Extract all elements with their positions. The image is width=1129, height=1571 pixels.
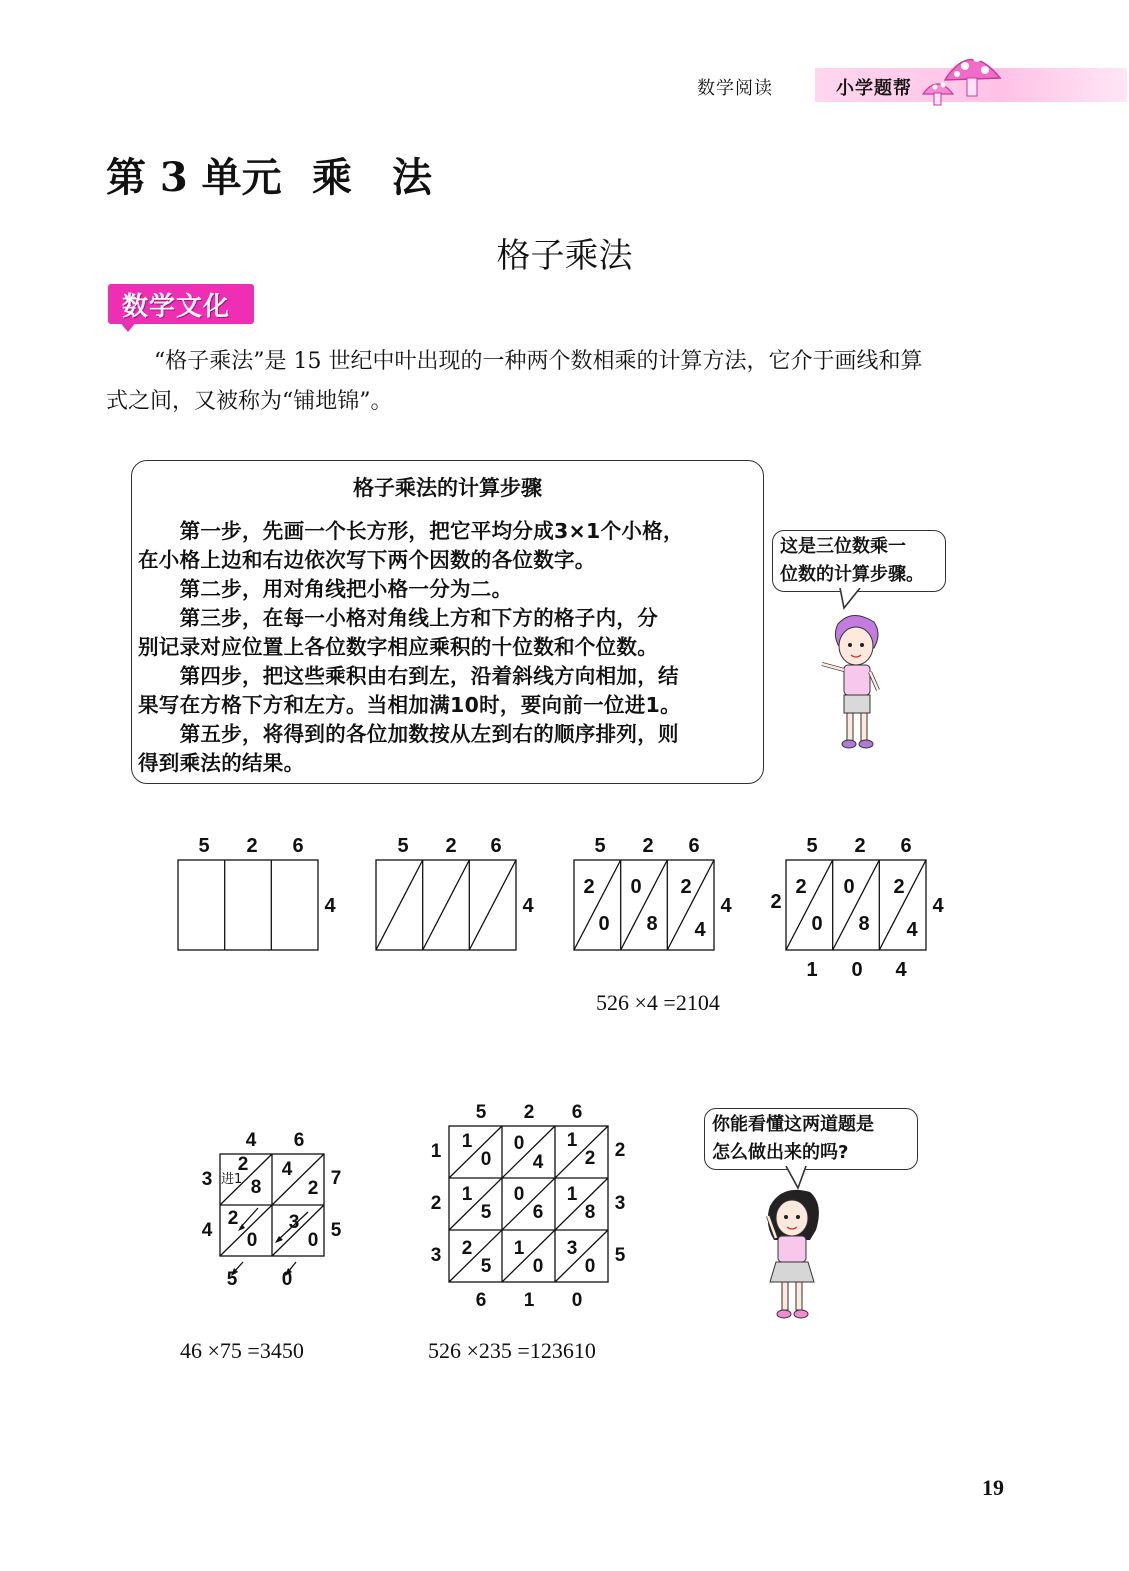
multiplier-digit: 4 (522, 895, 534, 917)
unit-name: 乘法 (312, 154, 472, 201)
tens-digit: 3 (566, 1238, 578, 1259)
left-digit: 3 (201, 1169, 213, 1190)
top-digit: 5 (397, 835, 409, 857)
bottom-digit: 6 (475, 1290, 487, 1311)
top-digit: 6 (293, 1130, 305, 1151)
badge-label: 数学文化 (122, 292, 231, 322)
tens-digit: 2 (461, 1238, 473, 1259)
steps-title: 格子乘法的计算步骤 (353, 476, 542, 500)
tens-digit: 0 (513, 1184, 525, 1205)
page-number: 19 (982, 1475, 1004, 1500)
right-digit: 3 (614, 1193, 626, 1214)
unit-number: 第 3 单元 (106, 154, 282, 201)
tens-digit: 4 (281, 1159, 293, 1180)
ones-digit: 0 (532, 1256, 544, 1277)
ones-digit: 5 (480, 1202, 492, 1223)
tens-digit: 1 (566, 1184, 578, 1205)
tens-digit: 2 (237, 1154, 249, 1175)
multiplier-digit: 4 (324, 895, 336, 917)
mushroom-icon (915, 40, 1025, 112)
equation-526x235: 526 ×235 =123610 (428, 1338, 596, 1363)
result-bottom-digit: 0 (851, 959, 863, 981)
right-digit: 7 (330, 1168, 342, 1189)
girl-bubble-line-2: 怎么做出来的吗? (712, 1142, 849, 1163)
ones-digit: 8 (250, 1177, 262, 1198)
top-digit: 6 (688, 835, 700, 857)
step-line: 别记录对应位置上各位数字相应乘积的十位数和个位数。 (138, 635, 658, 659)
ones-digit: 5 (480, 1256, 492, 1277)
ones-digit: 8 (646, 913, 658, 935)
left-digit: 3 (430, 1245, 442, 1266)
top-digit: 2 (523, 1102, 535, 1123)
lattice-steps-diagram (170, 828, 950, 988)
top-digit: 2 (854, 835, 866, 857)
step-line: 得到乘法的结果。 (138, 751, 305, 775)
tens-digit: 0 (843, 876, 855, 898)
bubble-tail (838, 588, 868, 610)
top-digit: 2 (642, 835, 654, 857)
tens-digit: 0 (630, 876, 642, 898)
bottom-digit: 5 (226, 1269, 238, 1290)
section-title-text: 格子乘法 (496, 236, 633, 276)
left-digit: 4 (201, 1220, 213, 1241)
ones-digit: 0 (598, 913, 610, 935)
step-line: 果写在方格下方和左方。当相加满10时，要向前一位进1。 (138, 693, 681, 717)
girl-illustration (752, 1186, 832, 1324)
tens-digit: 1 (513, 1238, 525, 1259)
bottom-digit: 1 (523, 1290, 535, 1311)
top-digit: 6 (900, 835, 912, 857)
ones-digit: 4 (906, 919, 918, 941)
top-digit: 4 (245, 1130, 257, 1151)
right-digit: 2 (614, 1140, 626, 1161)
top-digit: 5 (198, 835, 210, 857)
step-line: 第五步，将得到的各位加数按从左到右的顺序排列，则 (138, 722, 679, 746)
tens-digit: 1 (461, 1131, 473, 1152)
tens-digit: 2 (227, 1208, 239, 1229)
lattice-526x235 (420, 1095, 640, 1315)
step-line: 在小格上边和右边依次写下两个因数的各位数字。 (138, 548, 596, 572)
top-digit: 2 (445, 835, 457, 857)
ones-digit: 6 (532, 1202, 544, 1223)
ones-digit: 0 (584, 1256, 596, 1277)
top-digit: 2 (246, 835, 258, 857)
multiplier-digit: 4 (932, 895, 944, 917)
tens-digit: 0 (513, 1133, 525, 1154)
right-digit: 5 (614, 1245, 626, 1266)
tens-digit: 1 (461, 1184, 473, 1205)
left-digit: 2 (430, 1193, 442, 1214)
intro-line-1: “格子乘法”是 15 世纪中叶出现的一种两个数相乘的计算方法，它介于画线和算 (154, 349, 923, 374)
tens-digit: 2 (680, 876, 692, 898)
top-digit: 5 (594, 835, 606, 857)
left-digit: 1 (430, 1141, 442, 1162)
tens-digit: 1 (566, 1130, 578, 1151)
boy-bubble-line-2: 位数的计算步骤。 (780, 564, 924, 585)
intro-line-2: 式之间，又被称为“铺地锦”。 (106, 389, 393, 414)
top-digit: 5 (475, 1102, 487, 1123)
result-bottom-digit: 4 (895, 959, 907, 981)
step-line: 第四步，把这些乘积由右到左，沿着斜线方向相加，结 (138, 664, 679, 688)
boy-bubble-line-1: 这是三位数乘一 (780, 536, 906, 557)
ones-digit: 8 (584, 1202, 596, 1223)
equation-46x75: 46 ×75 =3450 (180, 1338, 304, 1363)
ones-digit: 0 (246, 1230, 258, 1251)
top-digit: 6 (490, 835, 502, 857)
top-digit: 5 (806, 835, 818, 857)
tens-digit: 2 (893, 876, 905, 898)
section-title (0, 228, 1129, 277)
ones-digit: 0 (307, 1230, 319, 1251)
equation-526x4: 526 ×4 =2104 (596, 990, 720, 1015)
book-title: 数学阅读 (697, 78, 773, 99)
tens-digit: 2 (795, 876, 807, 898)
top-digit: 6 (292, 835, 304, 857)
ones-digit: 4 (532, 1152, 544, 1173)
step-line: 第二步，用对角线把小格一分为二。 (138, 577, 513, 601)
boy-illustration (812, 612, 892, 752)
step-line: 第三步，在每一小格对角线上方和下方的格子内，分 (138, 606, 658, 630)
right-digit: 5 (330, 1220, 342, 1241)
carry-label: 进1 (221, 1172, 243, 1187)
bottom-digit: 0 (281, 1269, 293, 1290)
lattice-46x75 (190, 1126, 350, 1296)
ones-digit: 0 (480, 1149, 492, 1170)
ones-digit: 4 (694, 919, 706, 941)
step-line: 第一步，先画一个长方形，把它平均分成3×1个小格， (138, 519, 684, 543)
top-digit: 6 (571, 1102, 583, 1123)
series-name: 小学题帮 (836, 78, 912, 99)
ones-digit: 2 (307, 1178, 319, 1199)
ones-digit: 8 (858, 913, 870, 935)
ones-digit: 0 (811, 913, 823, 935)
ones-digit: 2 (584, 1148, 596, 1169)
tens-digit: 3 (288, 1212, 300, 1233)
result-bottom-digit: 1 (806, 959, 818, 981)
multiplier-digit: 4 (720, 895, 732, 917)
result-left-digit: 2 (770, 891, 782, 913)
girl-bubble-line-1: 你能看懂这两道题是 (712, 1114, 874, 1135)
tens-digit: 2 (583, 876, 595, 898)
bottom-digit: 0 (571, 1290, 583, 1311)
